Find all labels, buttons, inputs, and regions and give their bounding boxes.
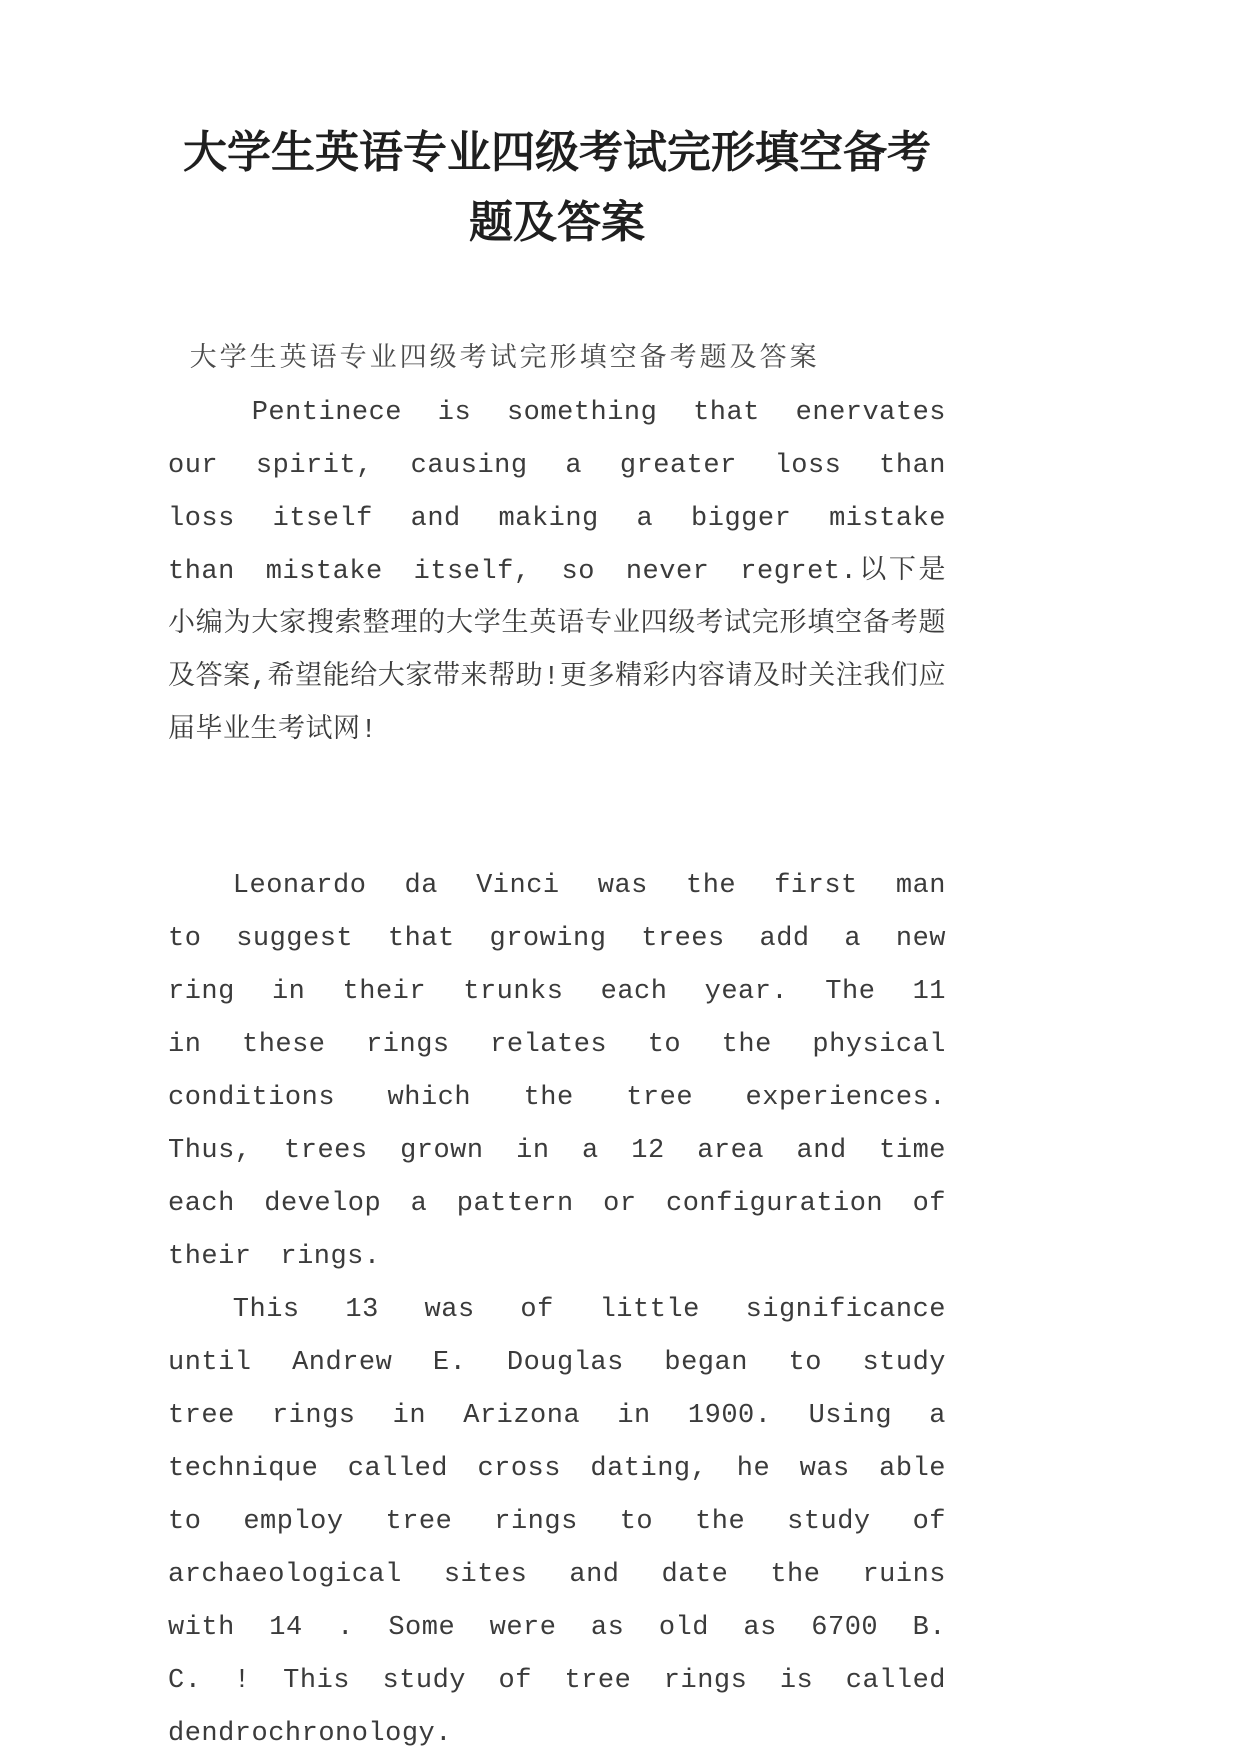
body-paragraph-2: This 13 was of little significance until Andrew E. Douglas began to study tree rings in Arizona in 1900. Using a technique called cross dating, he was able to employ tree rings to the study of archaeological sites and date the ruins with 14 . Some were as old as 6700 B. C. ! This study of tree rings is called dendrochronology.	[168, 1295, 946, 1749]
document-content	[168, 118, 946, 1754]
document-title: 大学生英语专业四级考试完形填空备考题及答案	[183, 128, 931, 247]
paragraph-spacer	[168, 758, 946, 860]
intro-paragraph: Pentinece is something that enervates our spirit, causing a greater loss than loss itself and making a bigger mistake than mistake itself, so never regret.以下是小编为大家搜索整理的大学生英语专业四级考试完形填空备考题及答案,希望能给大家带来帮助!更多精彩内容请及时关注我们应届毕业生考试网!	[168, 398, 946, 746]
subtitle-paragraph: 大学生英语专业四级考试完形填空备考题及答案	[189, 345, 820, 375]
body-paragraph-1: Leonardo da Vinci was the first man to suggest that growing trees add a new ring in their trunks each year. The 11 in these rings relates to the physical conditions which the tree experiences. Thus, trees grown in a 12 area and time each develop a pattern or configuration of their rings.	[168, 871, 946, 1272]
